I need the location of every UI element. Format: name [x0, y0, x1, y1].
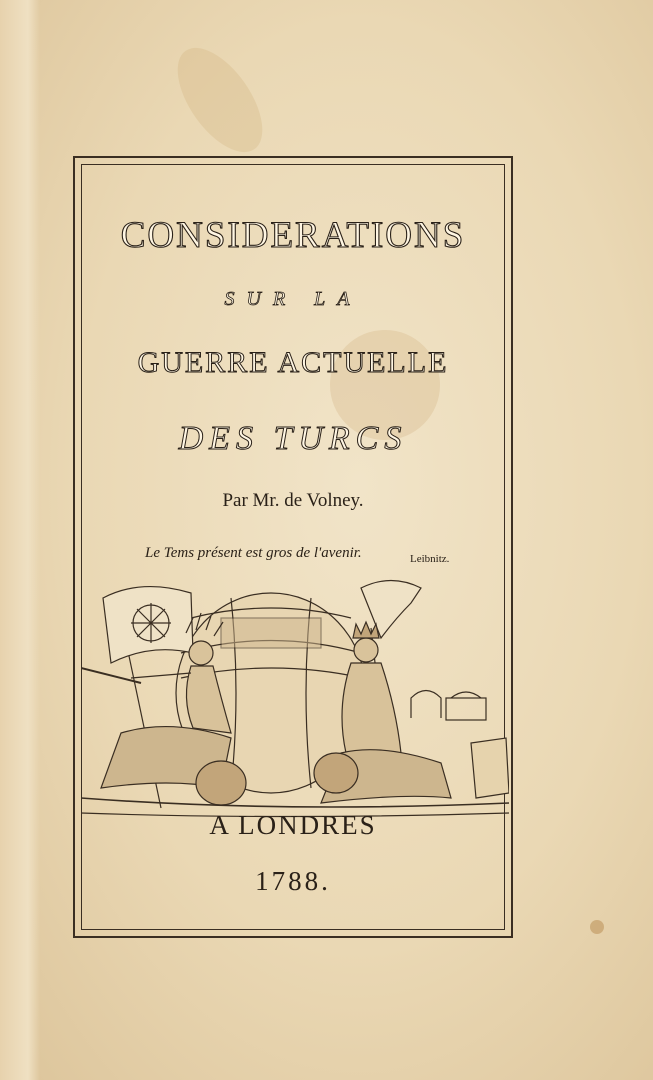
city-icon — [411, 691, 486, 721]
author-text: Par Mr. de Volney. — [222, 490, 364, 511]
engraved-vignette — [81, 558, 509, 828]
title-preposition: SUR LA — [224, 288, 362, 310]
title-des-turcs: DES TURCS — [178, 420, 408, 457]
author-line — [75, 490, 511, 512]
title-subject: GUERRE ACTUELLE — [137, 346, 449, 379]
motto: Le Tems présent est gros de l'avenir. — [145, 545, 362, 561]
motto-attribution: Leibnitz. — [410, 553, 450, 565]
imprint-year: 1788. — [255, 866, 331, 896]
title-page-frame — [73, 156, 513, 938]
tablet-icon — [471, 738, 509, 798]
page-edge — [0, 0, 40, 1080]
imprint-place: A LONDRES — [209, 810, 377, 840]
book-title: CONSIDERATIONS — [120, 215, 466, 256]
ink-spot — [590, 920, 604, 934]
water-stain — [161, 34, 279, 167]
